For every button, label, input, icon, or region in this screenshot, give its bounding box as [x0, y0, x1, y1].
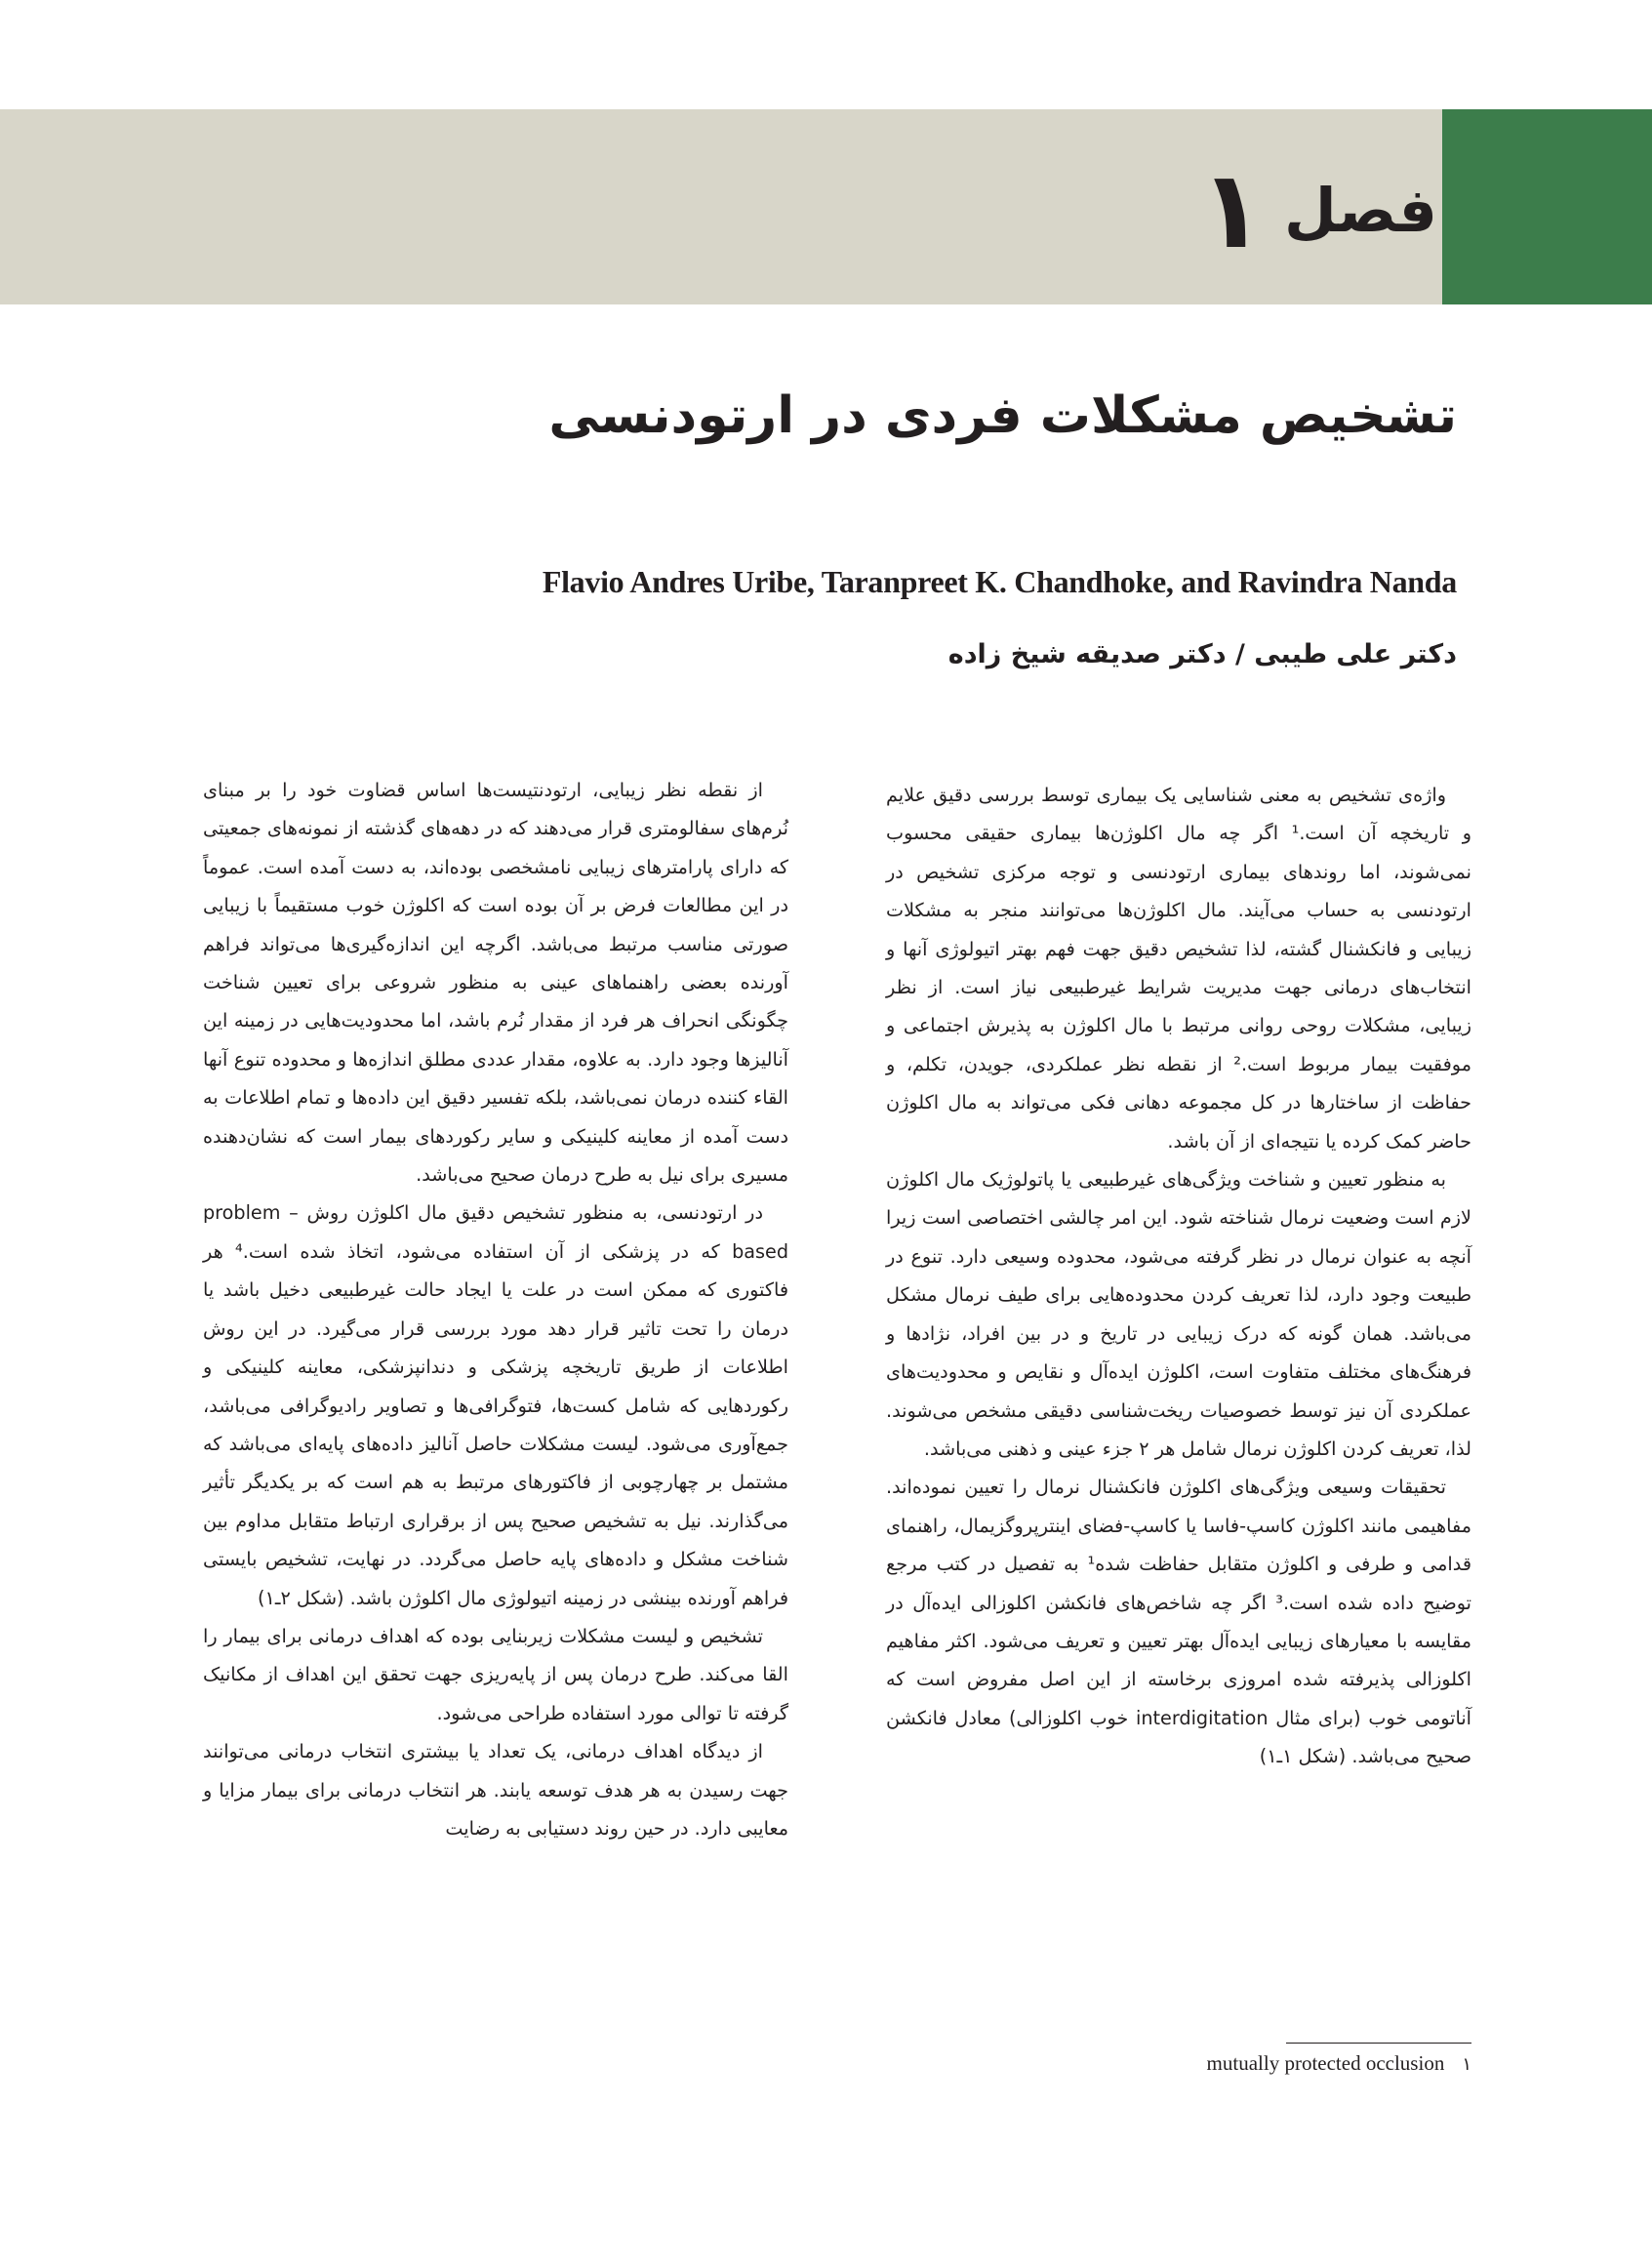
paragraph: از نقطه نظر زیبایی، ارتودنتیست‌ها اساس قضاوت خود را بر مبنای نُرم‌های سفالومتری قرار می‌دهند که در دهه‌های گذشته از نمونه‌های جمعیتی که دارای پارامترهای زیبایی نامشخصی بوده‌اند، به دست آمده است. عموماً در این مطالعات فرض بر آن بوده است که اکلوژن خوب مستقیماً با زیبایی صورتی مناسب مرتبط می‌باشد. اگرچه این اندازه‌گیری‌ها می‌تواند فراهم آورنده بعضی راهنماهای عینی به منظور شروعی برای تعیین شناخت چگونگی انحراف هر فرد از مقدار نُرم باشد، اما محدودیت‌هایی در زمینه این آنالیزها وجود دارد. به علاوه، مقدار عددی مطلق اندازه‌ها و محدوده تنوع آنها القاء کننده درمان نمی‌باشد، بلکه تفسیر دقیق این داده‌ها و تمام اطلاعات به دست آمده از معاینه کلینیکی و سایر رکوردهای بیمار است که نشان‌دهنده مسیری برای نیل به طرح درمان صحیح می‌باشد. — [203, 779, 788, 1187]
chapter-label — [1199, 146, 1437, 273]
chapter-number: ۱ — [1198, 147, 1265, 272]
paragraph: از دیدگاه اهداف درمانی، یک تعداد یا بیشتری انتخاب درمانی می‌توانند جهت رسیدن به هر هدف توسعه یابند. هر انتخاب درمانی برای بیمار مزایا و معایبی دارد. در حین روند دستیابی به رضایت — [203, 1740, 788, 1840]
body-column-right — [886, 776, 1471, 1776]
footnote-divider — [1286, 2043, 1471, 2044]
chapter-word: فصل — [1283, 174, 1437, 246]
paragraph: واژه‌ی تشخیص به معنی شناسایی یک بیماری توسط بررسی دقیق علایم و تاریخچه آن است.¹ اگر چه مال اکلوژن‌ها بیماری حقیقی محسوب نمی‌شوند، اما روندهای بیماری ارتودنسی و توجه مرکزی تشخیص در ارتودنسی به حساب می‌آیند. مال اکلوژن‌ها می‌توانند منجر به مشکلات زیبایی و فانکشنال گشته، لذا تشخیص دقیق جهت فهم بهتر اتیولوژی آنها و انتخاب‌های درمانی جهت مدیریت شرایط غیرطبیعی نیاز است. از نظر زیبایی، مشکلات روحی روانی مرتبط با مال اکلوژن به پذیرش اجتماعی و موفقیت بیمار مربوط است.² از نقطه نظر عملکردی، جویدن، تکلم، و حفاظت از ساختارها در کل مجموعه دهانی فکی می‌تواند به مال اکلوژن حاضر کمک کرده یا نتیجه‌ای از آن باشد. — [886, 784, 1471, 1153]
paragraph: به منظور تعیین و شناخت ویژگی‌های غیرطبیعی یا پاتولوژیک مال اکلوژن لازم است وضعیت نرمال شناخته شود. این امر چالشی اختصاصی است زیرا آنچه به عنوان نرمال در نظر گرفته می‌شود، محدوده وسیعی دارد. تنوع در طبیعت وجود دارد، لذا تعریف کردن محدوده‌هایی برای طیف نرمال مشکل می‌باشد. همان گونه که درک زیبایی در تاریخ و در بین افراد، نژادها و فرهنگ‌های مختلف متفاوت است، اکلوژن ایده‌آل و نقایص و محدودیت‌های عملکردی آن نیز توسط خصوصیات ریخت‌شناسی دقیقی مشخص می‌شوند. لذا، تعریف کردن اکلوژن نرمال شامل هر ۲ جزء عینی و ذهنی می‌باشد. — [886, 1168, 1471, 1460]
footnote-mark: ۱ — [1462, 2054, 1471, 2075]
body-column-left — [203, 771, 788, 1847]
footnote — [886, 2051, 1471, 2076]
paragraph: تحقیقات وسیعی ویژگی‌های اکلوژن فانکشنال نرمال را تعیین نموده‌اند. مفاهیمی مانند اکلوژن کاسپ-فاسا یا کاسپ-فضای اینترپروگزیمال، راهنمای قدامی و طرفی و اکلوژن متقابل حفاظت شده¹ به تفصیل در کتب مرجع توضیح داده شده است.³ اگر چه شاخص‌های فانکشن اکلوزالی ایده‌آل در مقایسه با معیارهای زیبایی ایده‌آل بهتر تعیین و تعریف می‌شود. اکثر مفاهیم اکلوزالی پذیرفته شده امروزی برخاسته از این اصل مفروض است که آناتومی خوب (برای مثال interdigitation خوب اکلوزالی) معادل فانکشن صحیح می‌باشد. (شکل ۱ـ۱) — [886, 1476, 1472, 1768]
paragraph: در ارتودنسی، به منظور تشخیص دقیق مال اکلوژن روش problem – based که در پزشکی از آن استفاده می‌شود، اتخاذ شده است.⁴ هر فاکتوری که ممکن است در علت یا ایجاد حالت غیرطبیعی دخیل باشد یا درمان را تحت تاثیر قرار دهد مورد بررسی قرار می‌گیرد. در این روش اطلاعات از طریق تاریخچه پزشکی و دندانپزشکی، معاینه کلینیکی و رکوردهایی که شامل کست‌ها، فتوگرافی‌ها و تصاویر رادیوگرافی می‌باشد، جمع‌آوری می‌شود. لیست مشکلات حاصل آنالیز داده‌های پایه‌ای می‌باشد که مشتمل بر چهارچوبی از فاکتورهای مرتبط به هم است که بر یکدیگر تأثیر می‌گذارند. نیل به تشخیص صحیح پس از برقراری ارتباط متقابل مداوم بین شناخت مشکل و داده‌های پایه حاصل می‌گردد. در نهایت، تشخیص بایستی فراهم آورنده بینشی در زمینه اتیولوژی مال اکلوژن باشد. (شکل ۲ـ۱) — [203, 1201, 788, 1609]
chapter-title: تشخیص مشکلات فردی در ارتودنسی — [548, 386, 1457, 445]
paragraph: تشخیص و لیست مشکلات زیربنایی بوده که اهداف درمانی برای بیمار را القا می‌کند. طرح درمان پس از پایه‌ریزی جهت تحقق این اهداف از مکانیک گرفته تا توالی مورد استفاده طراحی می‌شود. — [203, 1624, 788, 1724]
footnote-text: mutually protected occlusion — [1206, 2051, 1445, 2075]
chapter-header-tab — [1442, 109, 1652, 304]
authors-line: Flavio Andres Uribe, Taranpreet K. Chandhoke, and Ravindra Nanda — [542, 564, 1457, 599]
translators-line: دکتر علی طیبی / دکتر صدیقه شیخ زاده — [947, 639, 1457, 669]
